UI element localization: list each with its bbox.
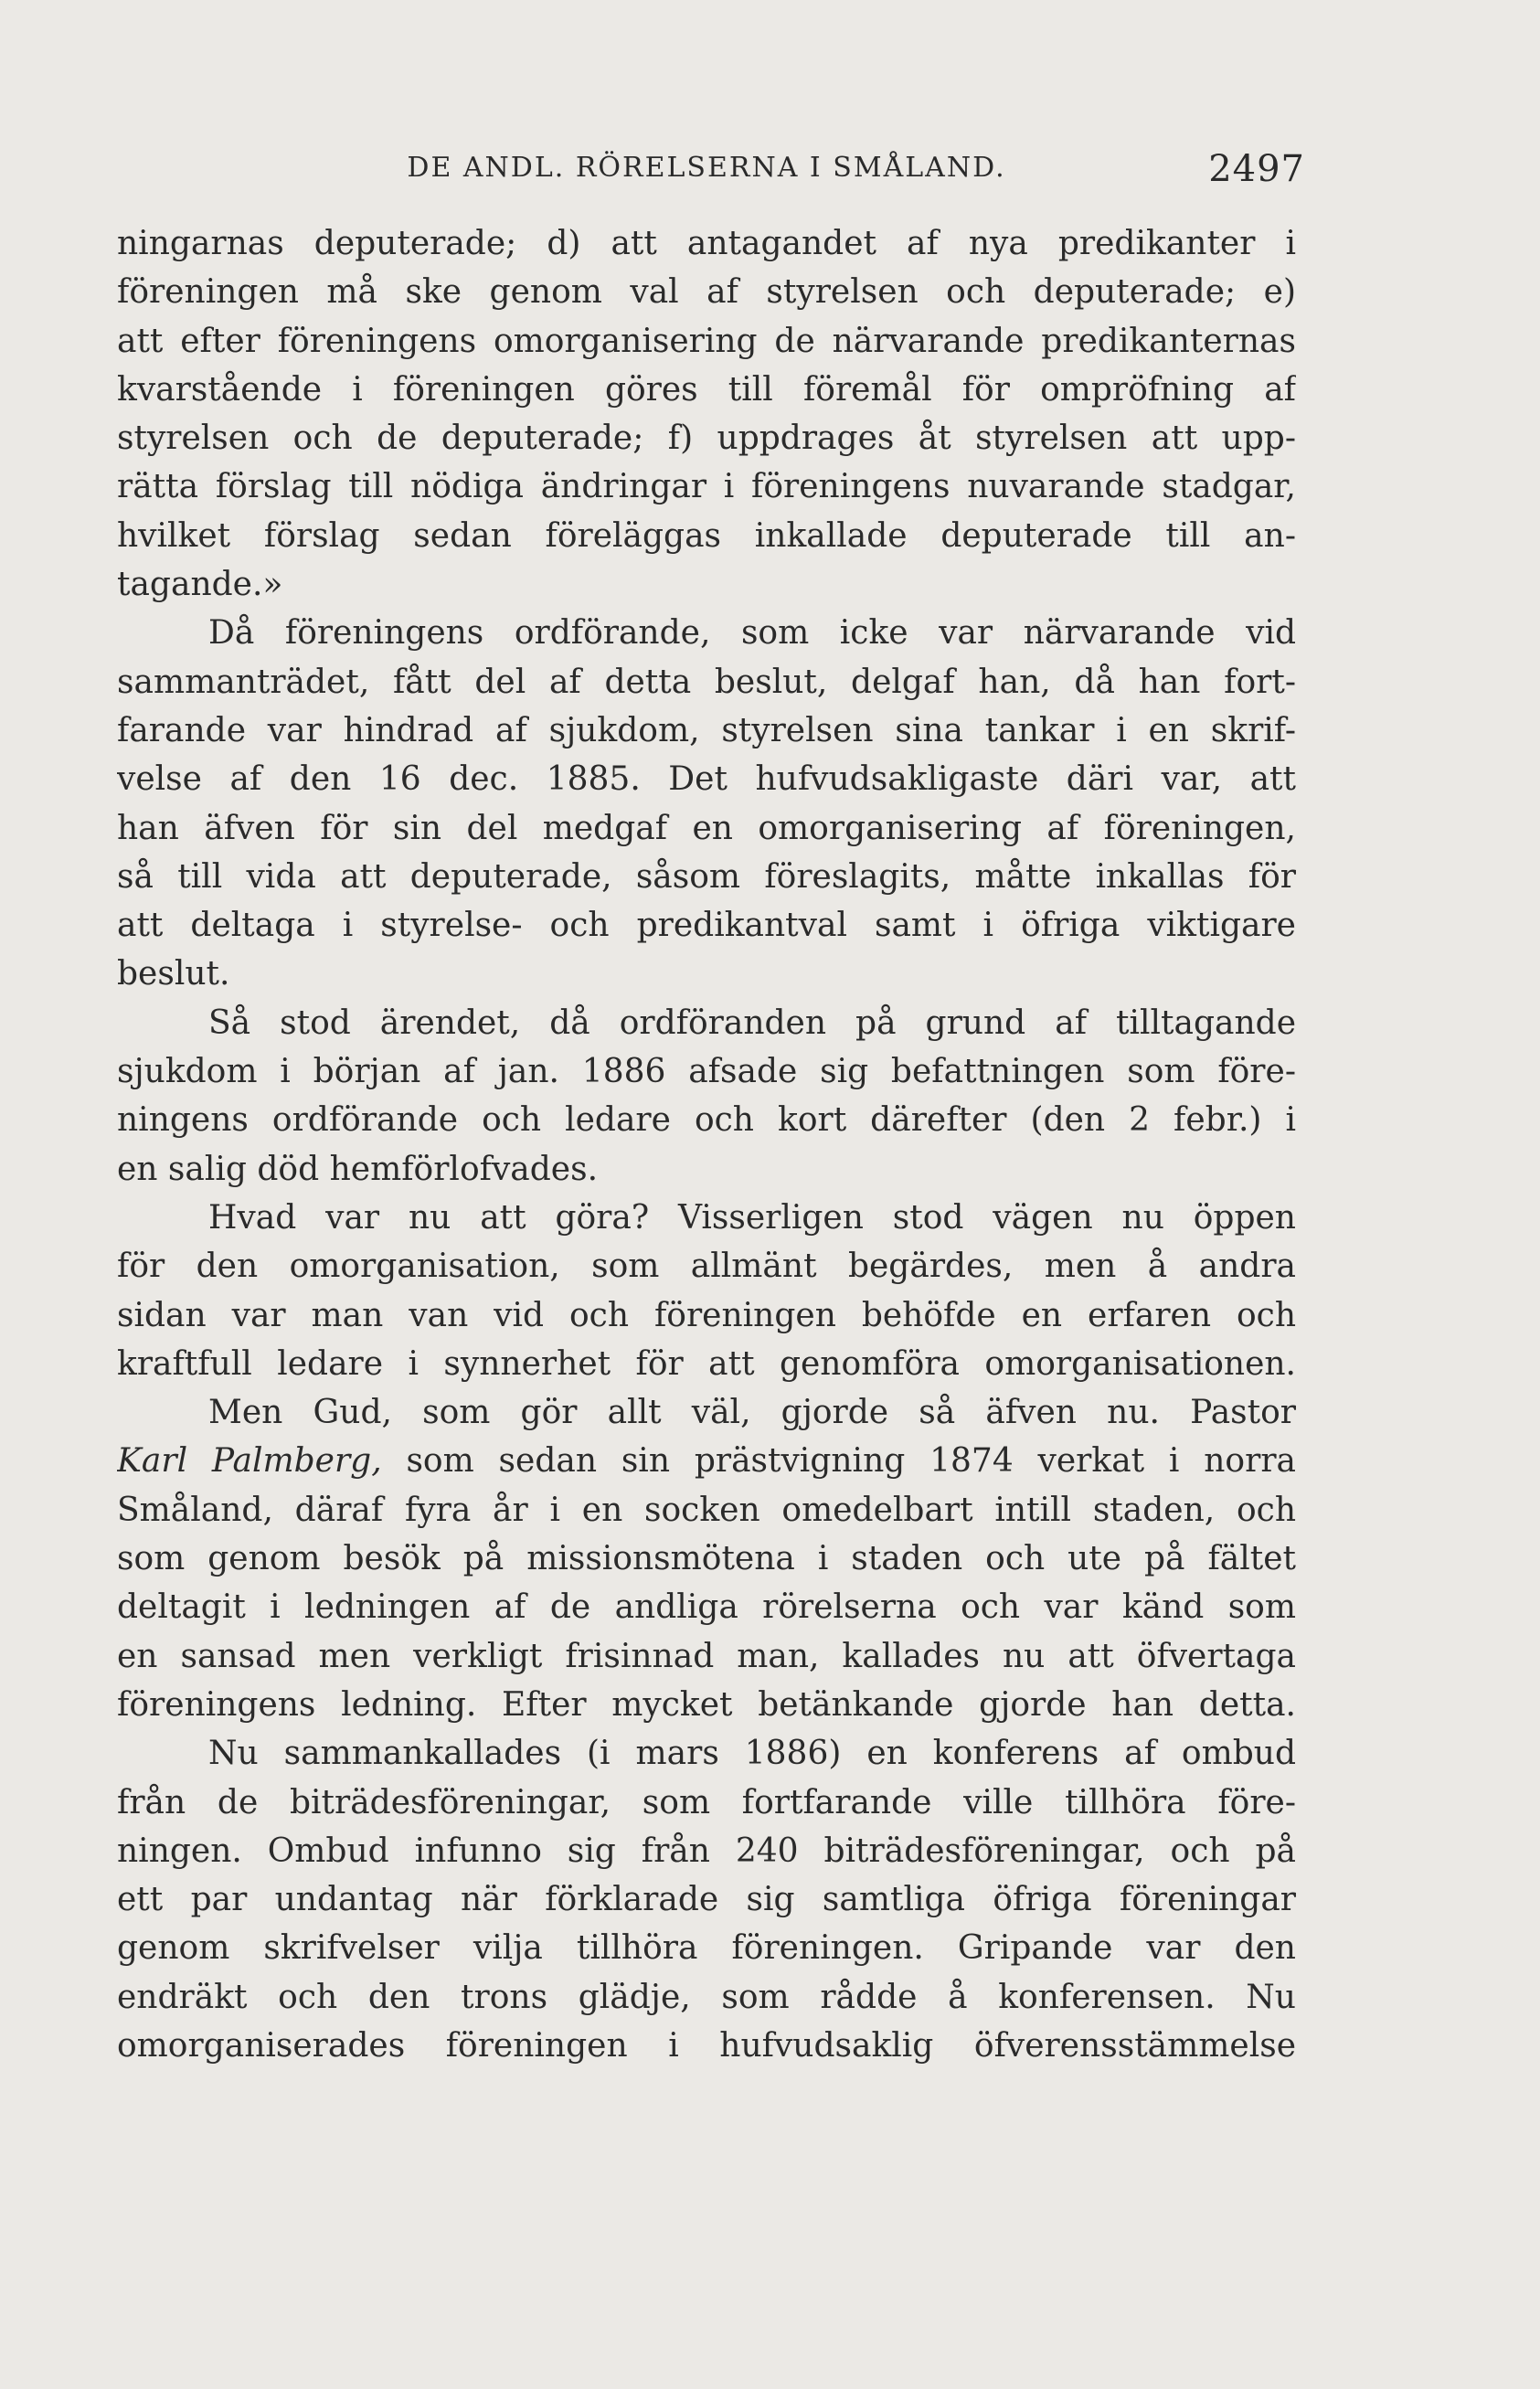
text-line: sammanträdet, fått del af detta beslut, delgaf han, då han fort-	[117, 663, 1296, 701]
text-line: velse af den 16 dec. 1885. Det hufvudsakligaste däri var, att	[117, 760, 1296, 799]
text-line: Hvad var nu att göra? Visserligen stod vägen nu öppen	[208, 1198, 1296, 1237]
line-rest: som sedan sin prästvigning 1874 verkat i norra	[381, 1442, 1296, 1481]
text-line: farande var hindrad af sjukdom, styrelsen sina tankar i en skrif-	[117, 711, 1296, 749]
text-line: endräkt och den trons glädje, som rådde å konferensen. Nu	[117, 1978, 1296, 2016]
text-line: en salig död hemförlofvades.	[117, 1150, 599, 1188]
text-line: styrelsen och de deputerade; f) uppdrages åt styrelsen att upp-	[117, 419, 1296, 458]
text-line: sjukdom i början af jan. 1886 afsade sig befattningen som före-	[117, 1053, 1296, 1091]
text-line: kvarstående i föreningen göres till föremål för ompröfning af	[117, 370, 1296, 409]
text-line: föreningens ledning. Efter mycket betänkande gjorde han detta.	[117, 1685, 1296, 1724]
text-line: hvilket förslag sedan föreläggas inkallade deputerade till an-	[117, 516, 1296, 555]
body-text	[117, 219, 1296, 2070]
running-head	[117, 148, 1305, 194]
text-line: han äfven för sin del medgaf en omorganisering af föreningen,	[117, 809, 1296, 847]
text-line: ett par undantag när förklarade sig samtliga öfriga föreningar	[117, 1881, 1296, 1919]
text-line: rätta förslag till nödiga ändringar i föreningens nuvarande stadgar,	[117, 468, 1296, 506]
text-line: Småland, däraf fyra år i en socken omedelbart intill staden, och	[117, 1491, 1296, 1529]
text-line: så till vida att deputerade, såsom föreslagits, måtte inkallas för	[117, 857, 1296, 896]
text-line: för den omorganisation, som allmänt begärdes, men å andra	[117, 1248, 1296, 1286]
italic-name: Karl Palmberg,	[117, 1442, 382, 1481]
text-line: Så stod ärendet, då ordföranden på grund af tilltagande	[208, 1003, 1296, 1042]
text-line: att deltaga i styrelse- och predikantval samt i öfriga viktigare	[117, 907, 1296, 945]
text-line: tagande.»	[117, 566, 283, 604]
text-line: beslut.	[117, 955, 230, 993]
text-line: deltagit i ledningen af de andliga rörelserna och var känd som	[117, 1588, 1296, 1627]
text-line: som genom besök på missionsmötena i staden och ute på fältet	[117, 1540, 1296, 1578]
text-line: ningens ordförande och ledare och kort därefter (den 2 febr.) i	[117, 1101, 1296, 1140]
text-line: genom skrifvelser vilja tillhöra föreningen. Gripande var den	[117, 1929, 1296, 1968]
text-line: Men Gud, som gör allt väl, gjorde så äfven nu. Pastor	[208, 1394, 1296, 1432]
text-line: ningen. Ombud infunno sig från 240 biträdesföreningar, och på	[117, 1832, 1296, 1870]
text-line: från de biträdesföreningar, som fortfarande ville tillhöra före-	[117, 1783, 1296, 1821]
text-line: Nu sammankallades (i mars 1886) en konferens af ombud	[208, 1735, 1296, 1773]
text-line: ningarnas deputerade; d) att antagandet af nya predikanter i	[117, 225, 1296, 262]
running-title: DE ANDL. RÖRELSERNA I SMÅLAND.	[407, 152, 1006, 184]
text-line: en sansad men verkligt frisinnad man, kallades nu att öfvertaga	[117, 1637, 1296, 1675]
text-line: föreningen må ske genom val af styrelsen och deputerade; e)	[117, 273, 1296, 312]
text-line: kraftfull ledare i synnerhet för att genomföra omorganisationen.	[117, 1344, 1296, 1383]
text-line: sidan var man van vid och föreningen behöfde en erfaren och	[117, 1296, 1296, 1334]
text-line: omorganiserades föreningen i hufvudsaklig öfverensstämmelse	[117, 2026, 1296, 2065]
text-line	[117, 1437, 1296, 1485]
page-number: 2497	[1208, 148, 1305, 190]
text-line: Då föreningens ordförande, som icke var närvarande vid	[208, 614, 1296, 653]
text-line: att efter föreningens omorganisering de närvarande predikanternas	[117, 322, 1296, 360]
